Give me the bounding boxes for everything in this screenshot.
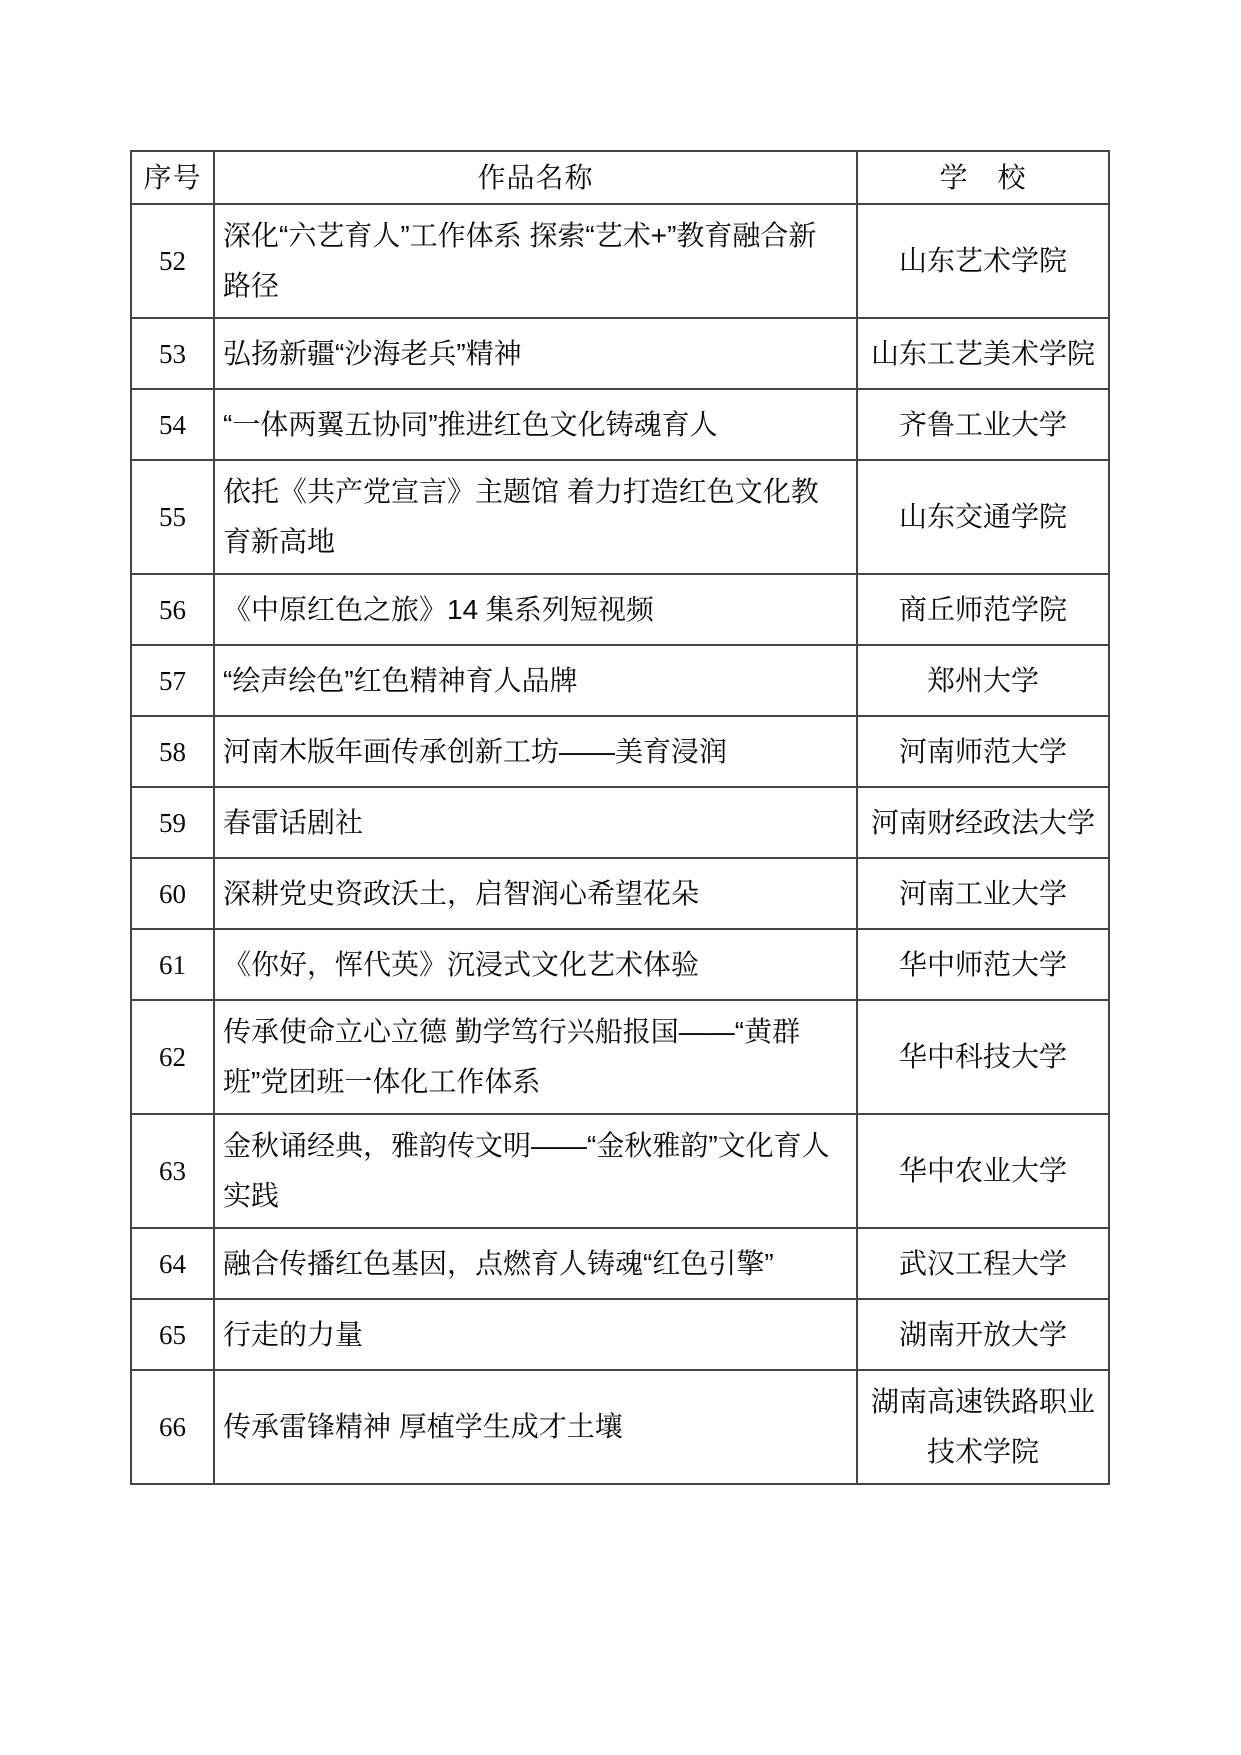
cell-work-name: 深耕党史资政沃土，启智润心希望花朵: [214, 858, 857, 929]
cell-work-name: 深化“六艺育人”工作体系 探索“艺术+”教育融合新路径: [214, 204, 857, 318]
cell-school: 商丘师范学院: [857, 574, 1109, 645]
table-row: [131, 574, 1109, 645]
table-row: [131, 1114, 1109, 1228]
table-body: [131, 204, 1109, 1484]
cell-school: 郑州大学: [857, 645, 1109, 716]
cell-work-name: 春雷话剧社: [214, 787, 857, 858]
header-work: 作品名称: [214, 151, 857, 204]
cell-school: 华中师范大学: [857, 929, 1109, 1000]
table-row: [131, 858, 1109, 929]
table-row: [131, 1000, 1109, 1114]
cell-no: 55: [131, 460, 214, 574]
table-row: [131, 645, 1109, 716]
cell-school: 山东艺术学院: [857, 204, 1109, 318]
cell-school: 山东交通学院: [857, 460, 1109, 574]
cell-work-name: 河南木版年画传承创新工坊——美育浸润: [214, 716, 857, 787]
cell-school: 湖南高速铁路职业技术学院: [857, 1370, 1109, 1484]
awards-table: [130, 150, 1110, 1485]
table-row: [131, 1228, 1109, 1299]
cell-work-name: 依托《共产党宣言》主题馆 着力打造红色文化教育新高地: [214, 460, 857, 574]
cell-school: 齐鲁工业大学: [857, 389, 1109, 460]
cell-work-name: 行走的力量: [214, 1299, 857, 1370]
header-school: 学 校: [857, 151, 1109, 204]
cell-no: 63: [131, 1114, 214, 1228]
table-row: [131, 1299, 1109, 1370]
cell-work-name: “一体两翼五协同”推进红色文化铸魂育人: [214, 389, 857, 460]
cell-school: 武汉工程大学: [857, 1228, 1109, 1299]
table-row: [131, 1370, 1109, 1484]
table-row: [131, 460, 1109, 574]
cell-school: 河南师范大学: [857, 716, 1109, 787]
table-row: [131, 787, 1109, 858]
table-row: [131, 389, 1109, 460]
cell-school: 湖南开放大学: [857, 1299, 1109, 1370]
cell-work-name: 传承雷锋精神 厚植学生成才土壤: [214, 1370, 857, 1484]
cell-school: 河南财经政法大学: [857, 787, 1109, 858]
cell-work-name: 《你好，恽代英》沉浸式文化艺术体验: [214, 929, 857, 1000]
header-no: 序号: [131, 151, 214, 204]
table-row: [131, 716, 1109, 787]
cell-no: 59: [131, 787, 214, 858]
cell-school: 华中科技大学: [857, 1000, 1109, 1114]
cell-work-name: 融合传播红色基因，点燃育人铸魂“红色引擎”: [214, 1228, 857, 1299]
cell-no: 64: [131, 1228, 214, 1299]
cell-no: 58: [131, 716, 214, 787]
cell-no: 62: [131, 1000, 214, 1114]
cell-work-name: 传承使命立心立德 勤学笃行兴船报国——“黄群班”党团班一体化工作体系: [214, 1000, 857, 1114]
cell-work-name: 《中原红色之旅》14 集系列短视频: [214, 574, 857, 645]
cell-work-name: “绘声绘色”红色精神育人品牌: [214, 645, 857, 716]
cell-work-name: 金秋诵经典，雅韵传文明——“金秋雅韵”文化育人实践: [214, 1114, 857, 1228]
cell-school: 华中农业大学: [857, 1114, 1109, 1228]
cell-no: 52: [131, 204, 214, 318]
table-row: [131, 318, 1109, 389]
cell-no: 66: [131, 1370, 214, 1484]
cell-no: 54: [131, 389, 214, 460]
cell-no: 61: [131, 929, 214, 1000]
cell-no: 57: [131, 645, 214, 716]
cell-school: 河南工业大学: [857, 858, 1109, 929]
cell-work-name: 弘扬新疆“沙海老兵”精神: [214, 318, 857, 389]
header-row: [131, 151, 1109, 204]
cell-no: 53: [131, 318, 214, 389]
cell-no: 60: [131, 858, 214, 929]
cell-no: 56: [131, 574, 214, 645]
cell-school: 山东工艺美术学院: [857, 318, 1109, 389]
table-row: [131, 929, 1109, 1000]
table-row: [131, 204, 1109, 318]
cell-no: 65: [131, 1299, 214, 1370]
